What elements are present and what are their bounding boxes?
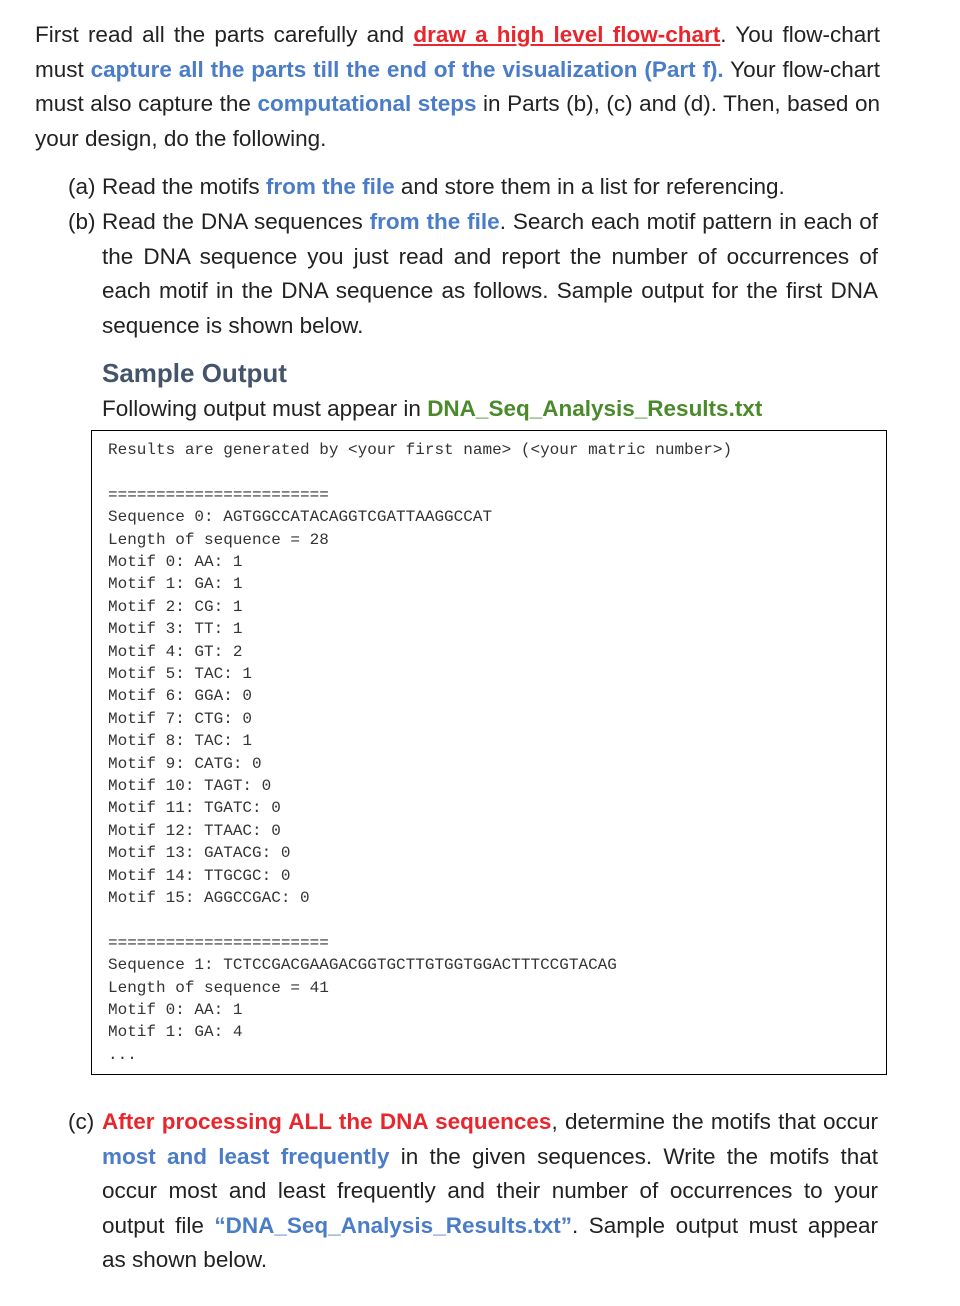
intro-text: Your flow-chart must also capture the [35, 56, 880, 116]
item-text: , determine the motifs that occur [551, 1109, 878, 1134]
item-text: . Search each motif pattern in each of the DNA sequence you just read and report the number of occurrences of each motif in the DNA sequence as follows. Sample output for the first DNA sequence is shown below. [102, 209, 879, 338]
output-line: Length of sequence = 28 [108, 530, 329, 549]
output-line: Motif 1: GA: 4 [108, 1023, 243, 1042]
item-text: . Sample output must appear as shown below. [102, 1212, 878, 1272]
output-line: Motif 15: AGGCCGAC: 0 [108, 889, 310, 907]
after-processing-emphasis: After processing ALL the DNA sequences [102, 1109, 552, 1134]
output-line: Motif 6: GGA: 0 [108, 687, 253, 706]
output-line: ======================= [108, 933, 329, 952]
item-body [102, 1105, 878, 1278]
output-line: Motif 10: TAGT: 0 [108, 777, 272, 795]
item-body [102, 170, 878, 205]
list-item-b [68, 205, 878, 343]
output-line: Motif 1: GA: 1 [108, 575, 243, 594]
intro-text: First read all the parts carefully and [35, 22, 414, 47]
item-text: Read the DNA sequences [102, 209, 370, 234]
output-line: Motif 0: AA: 1 [108, 553, 243, 571]
item-marker: (b) [68, 209, 96, 234]
output-line: ======================= [108, 485, 329, 504]
intro-text: . You flow-chart must [35, 22, 881, 82]
list-item-c [68, 1105, 878, 1278]
output-line: Sequence 1: TCTCCGACGAAGACGGTGCTTGTGGTGGACTTTCCGTACAG [108, 956, 617, 975]
computational-steps-emphasis: computational steps [257, 91, 477, 116]
subtitle-text: Following output must appear in [102, 396, 428, 421]
output-line: Sequence 0: AGTGGCCATACAGGTCGATTAAGGCCAT [108, 508, 493, 527]
output-line: Motif 13: GATACG: 0 [108, 844, 291, 863]
output-line: Motif 9: CATG: 0 [108, 754, 262, 773]
intro-paragraph [35, 18, 880, 156]
output-line: Motif 3: TT: 1 [108, 620, 243, 639]
intro-text: in Parts (b), (c) and (d). Then, based on your design, do the following. [35, 91, 880, 151]
item-marker: (a) [68, 174, 96, 199]
from-file-emphasis: from the file [265, 174, 395, 199]
item-body [102, 205, 878, 343]
output-line: Motif 7: CTG: 0 [108, 709, 253, 728]
sample-output-box [91, 430, 887, 1075]
item-text: in the given sequences. Write the motifs that occur most and least frequently and their number of occurrences to your output file [102, 1143, 879, 1238]
output-line: Motif 0: AA: 1 [108, 1001, 243, 1019]
output-line: Motif 4: GT: 2 [108, 642, 243, 661]
list-item-a [68, 170, 878, 205]
output-line: Motif 12: TTAAC: 0 [108, 821, 281, 840]
sample-output-subtitle [102, 396, 762, 422]
output-line: Motif 5: TAC: 1 [108, 665, 253, 683]
output-line: Motif 2: CG: 1 [108, 597, 243, 616]
sample-output-heading: Sample Output [102, 358, 287, 388]
most-least-emphasis: most and least frequently [102, 1143, 390, 1169]
output-line: Results are generated by <your first name> (<your matric number>) [108, 441, 733, 459]
output-line: Length of sequence = 41 [108, 978, 329, 997]
item-marker: (c) [68, 1109, 95, 1134]
item-text: and store them in a list for referencing. [394, 174, 785, 199]
output-line: Motif 8: TAC: 1 [108, 732, 253, 751]
output-line: Motif 11: TGATC: 0 [108, 799, 281, 818]
output-line: Motif 14: TTGCGC: 0 [108, 866, 291, 885]
results-filename: DNA_Seq_Analysis_Results.txt [427, 396, 763, 421]
item-text: Read the motifs [102, 174, 266, 199]
flowchart-emphasis: draw a high level flow-chart [413, 22, 721, 47]
output-filename-emphasis: “DNA_Seq_Analysis_Results.txt” [214, 1212, 572, 1238]
capture-emphasis: capture all the parts till the end of the visualization (Part f). [90, 56, 724, 82]
output-line: ... [108, 1045, 137, 1064]
from-file-emphasis: from the file [369, 209, 500, 234]
